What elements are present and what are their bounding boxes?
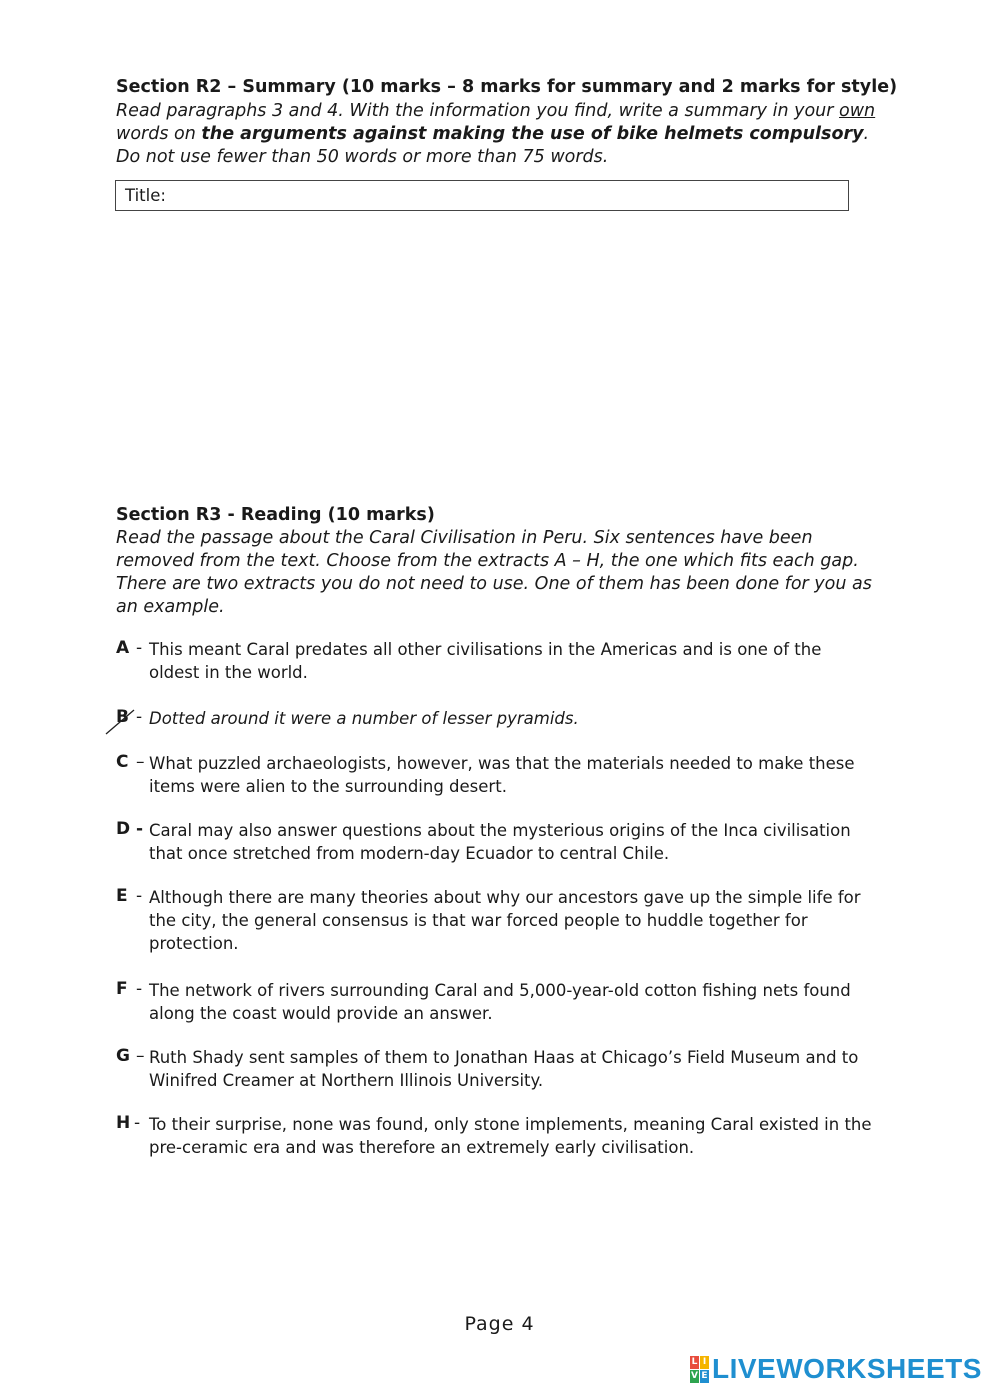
liveworksheets-logo[interactable] <box>690 1354 982 1384</box>
section-r3-instructions: Read the passage about the Caral Civilisation in Peru. Six sentences have been removed from the text. Choose from the extracts A – H, the one which fits each gap. There are two extracts you do not need to use. One of them has been done for you as an example. <box>116 528 872 617</box>
section-r2-heading: Section R2 – Summary (10 marks – 8 marks for summary and 2 marks for style) <box>116 77 898 97</box>
logo-mark-icon: L I V E <box>691 1356 708 1381</box>
option-h: H - To their surprise, none was found, only stone implements, meaning Caral existed in the pre-ceramic era and was therefore an extremely early civilisation. <box>116 1113 872 1157</box>
option-c: C – What puzzled archaeologists, however, was that the materials needed to make these items were alien to the surrounding desert. <box>116 752 855 796</box>
page-number: Page 4 <box>464 1313 535 1335</box>
option-e: E - Although there are many theories about why our ancestors gave up the simple life for the city, the general consensus is that war forced people to huddle together for protection. <box>116 886 861 953</box>
option-d: D - Caral may also answer questions about the mysterious origins of the Inca civilisation that once stretched from modern-day Ecuador to central Chile. <box>116 819 851 863</box>
option-f: F - The network of rivers surrounding Caral and 5,000-year-old cotton fishing nets found along the coast would provide an answer. <box>116 979 851 1023</box>
underlined-own: own <box>839 101 876 121</box>
option-a: A - This meant Caral predates all other civilisations in the Americas and is one of the oldest in the world. <box>116 638 822 682</box>
crossed-out-mark-icon <box>104 706 138 736</box>
summary-topic: the arguments against making the use of bike helmets compulsory <box>201 124 864 144</box>
section-r2-instructions: Read paragraphs 3 and 4. With the information you find, write a summary in your own words on the arguments against making the use of bike helmets compulsory. Do not use fewer than 50 words or more than 75 words. <box>116 101 876 167</box>
section-r3-heading: Section R3 - Reading (10 marks) <box>116 505 435 525</box>
summary-title-box[interactable] <box>115 180 849 211</box>
option-g: G – Ruth Shady sent samples of them to Jonathan Haas at Chicago’s Field Museum and to Winifred Creamer at Northern Illinois University. <box>116 1046 859 1090</box>
logo-text: LIVEWORKSHEETS <box>712 1353 982 1384</box>
option-b: B - Dotted around it were a number of lesser pyramids. <box>116 707 579 728</box>
title-label: Title: <box>125 186 166 205</box>
